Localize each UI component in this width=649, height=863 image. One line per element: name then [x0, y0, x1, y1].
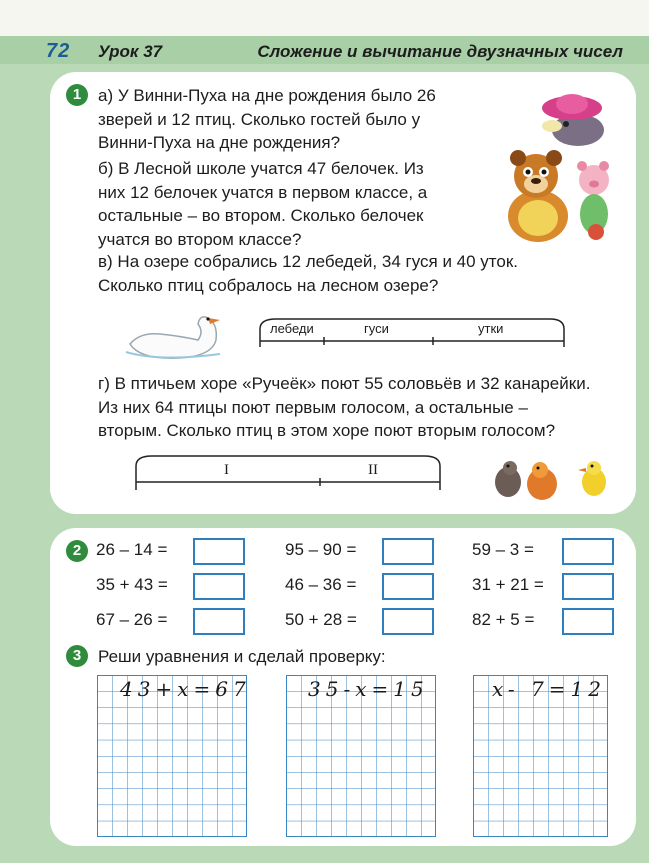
task3-instruction: Реши уравнения и сделай проверку: — [98, 647, 386, 666]
page-number: 72 — [46, 40, 71, 62]
segment-label-swans: лебеди — [270, 321, 314, 336]
task1b-text — [98, 157, 427, 251]
segment-diagram-2 — [128, 452, 448, 492]
text-line: г) В птичьем хоре «Ручеёк» поют 55 соловьёв и 32 канарейки. — [98, 374, 591, 393]
page-top-margin — [0, 0, 649, 36]
expression: 31 + 21 = — [472, 575, 544, 594]
text-line: Сколько птиц собралось на лесном озере? — [98, 275, 439, 295]
expression: 26 – 14 = — [96, 540, 168, 559]
answer-box[interactable] — [382, 608, 434, 635]
task1v-text — [98, 250, 518, 297]
answer-box[interactable] — [193, 608, 245, 635]
answer-box[interactable] — [562, 538, 614, 565]
equation-3: x- 7=12 — [492, 677, 606, 701]
text-line: остальные – во втором. Сколько белочек — [98, 206, 424, 225]
expression: 67 – 26 = — [96, 610, 168, 629]
text-line: Винни-Пуха на дне рождения? — [98, 133, 341, 152]
answer-box[interactable] — [562, 573, 614, 600]
singing-birds-illustration — [490, 454, 614, 504]
equation-2: 35-x=15 — [308, 677, 429, 701]
segment-label-first-voice: I — [224, 462, 229, 478]
answer-box[interactable] — [562, 608, 614, 635]
text-line: вторым. Сколько птиц в этом хоре поют вторым голосом? — [98, 421, 556, 440]
expression: 82 + 5 = — [472, 610, 535, 629]
segment-label-geese: гуси — [364, 321, 389, 336]
task1g-text — [98, 372, 590, 443]
text-line: них 12 белочек учатся в первом классе, а — [98, 182, 428, 202]
text-line: Из них 64 птицы поют первым голосом, а остальные – — [98, 397, 528, 417]
expression: 50 + 28 = — [285, 610, 357, 629]
text-line: б) В Лесной школе учатся 47 белочек. Из — [98, 159, 424, 178]
answer-box[interactable] — [193, 573, 245, 600]
answer-box[interactable] — [382, 538, 434, 565]
expression: 59 – 3 = — [472, 540, 534, 559]
task1-number: 1 — [66, 84, 88, 106]
segment-label-second-voice: II — [368, 462, 378, 478]
lesson-title: Урок 37 — [98, 42, 163, 61]
text-line: в) На озере собрались 12 лебедей, 34 гуся и 40 уток. — [98, 252, 519, 271]
answer-box[interactable] — [193, 538, 245, 565]
task1a-text — [98, 84, 436, 155]
bird-in-hat-illustration — [532, 86, 612, 152]
task3-number: 3 — [66, 645, 88, 667]
expression: 46 – 36 = — [285, 575, 357, 594]
text-line: зверей и 12 птиц. Сколько гостей было у — [98, 109, 421, 129]
text-line: учатся во втором классе? — [98, 229, 302, 249]
winnie-pooh-illustration — [498, 150, 578, 245]
task2-number: 2 — [66, 540, 88, 562]
piglet-illustration — [572, 158, 616, 242]
equation-1: 43+x=67 — [120, 677, 251, 701]
swan-illustration — [120, 304, 230, 362]
segment-label-ducks: утки — [478, 321, 504, 336]
topic-title: Сложение и вычитание двузначных чисел — [257, 42, 623, 61]
expression: 35 + 43 = — [96, 575, 168, 594]
text-line: а) У Винни-Пуха на дне рождения было 26 — [98, 86, 436, 105]
expression: 95 – 90 = — [285, 540, 357, 559]
answer-box[interactable] — [382, 573, 434, 600]
